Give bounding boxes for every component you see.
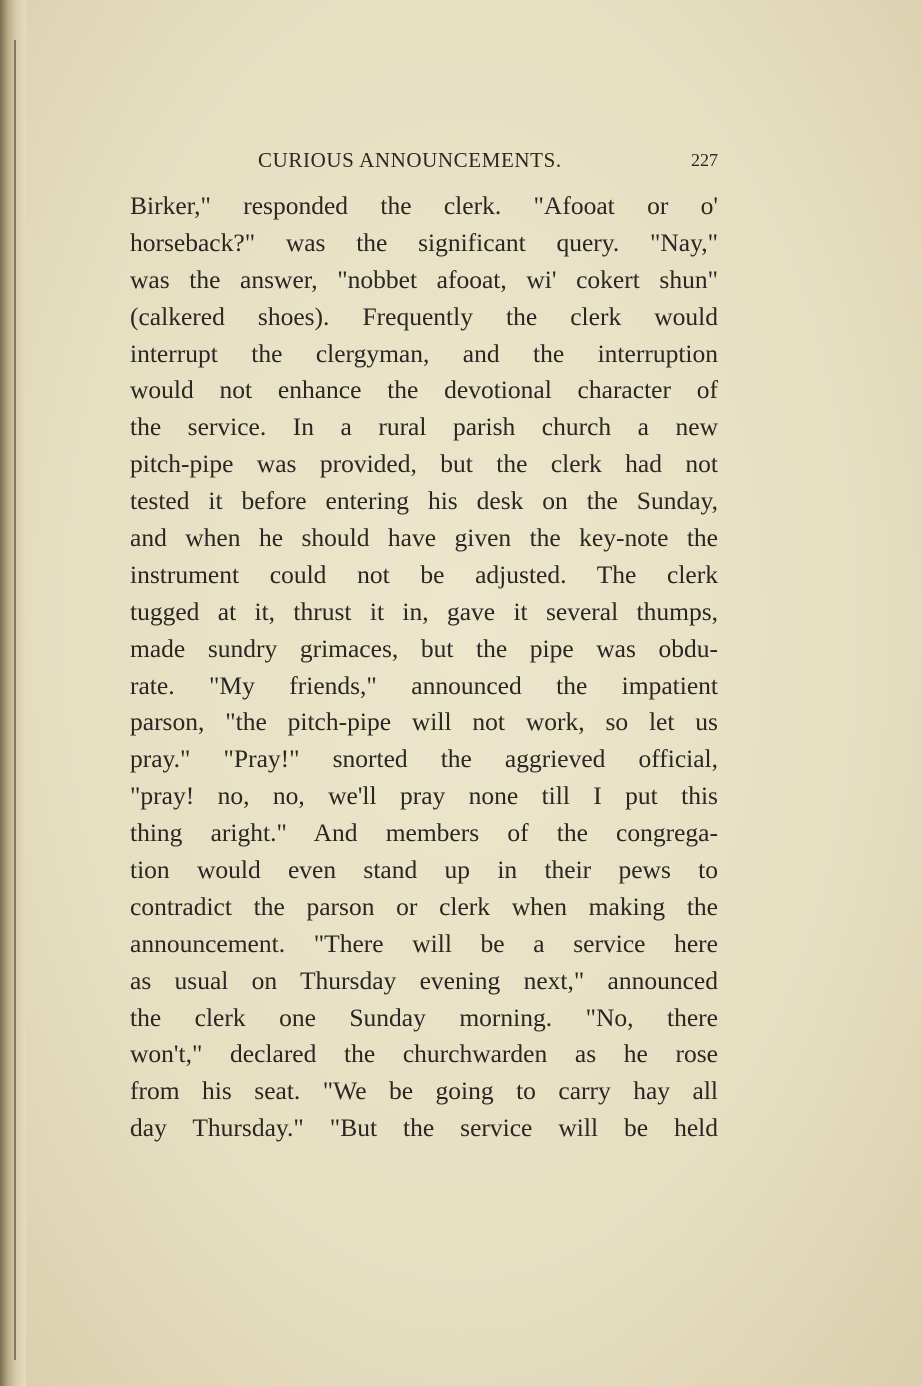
text-line: the clerk one Sunday morning. "No, there <box>130 1002 718 1032</box>
text-line: contradict the parson or clerk when making the <box>130 891 718 921</box>
page-binding-edge <box>0 0 26 1386</box>
text-line: as usual on Thursday evening next," announced <box>130 965 718 995</box>
text-line: thing aright." And members of the congrega- <box>130 818 718 848</box>
text-line: interrupt the clergyman, and the interruption <box>130 338 718 368</box>
text-line: and when he should have given the key-note the <box>130 523 718 553</box>
text-line: instrument could not be adjusted. The clerk <box>130 559 718 589</box>
binding-thread <box>14 40 16 1360</box>
text-line: (calkered shoes). Frequently the clerk would <box>130 301 718 331</box>
text-line: won't," declared the churchwarden as he rose <box>130 1039 718 1069</box>
text-line: pitch-pipe was provided, but the clerk had not <box>130 449 718 479</box>
text-line: pray." "Pray!" snorted the aggrieved official, <box>130 744 718 774</box>
running-head <box>130 142 718 176</box>
text-line: made sundry grimaces, but the pipe was obdu- <box>130 633 718 663</box>
text-line: from his seat. "We be going to carry hay all <box>130 1076 718 1106</box>
page-number: 227 <box>691 150 718 170</box>
body-paragraph <box>130 188 718 1147</box>
text-line: tugged at it, thrust it in, gave it several thumps, <box>130 596 718 626</box>
text-line: was the answer, "nobbet afooat, wi' cokert shun" <box>130 264 718 294</box>
text-line: tested it before entering his desk on the Sunday, <box>130 486 718 516</box>
text-line: the service. In a rural parish church a new <box>130 412 718 442</box>
text-line: day Thursday." "But the service will be held <box>130 1113 718 1143</box>
chapter-running-title: CURIOUS ANNOUNCEMENTS. <box>258 148 562 172</box>
text-line: "pray! no, no, we'll pray none till I put this <box>130 781 718 811</box>
text-line: parson, "the pitch-pipe will not work, so let us <box>130 707 718 737</box>
text-line: would not enhance the devotional character of <box>130 375 718 405</box>
text-line: tion would even stand up in their pews to <box>130 855 718 885</box>
text-line: Birker," responded the clerk. "Afooat or o' <box>130 191 718 220</box>
text-line: announcement. "There will be a service here <box>130 928 718 958</box>
text-line: horseback?" was the significant query. "Nay," <box>130 227 718 257</box>
text-line: rate. "My friends," announced the impatient <box>130 670 718 700</box>
